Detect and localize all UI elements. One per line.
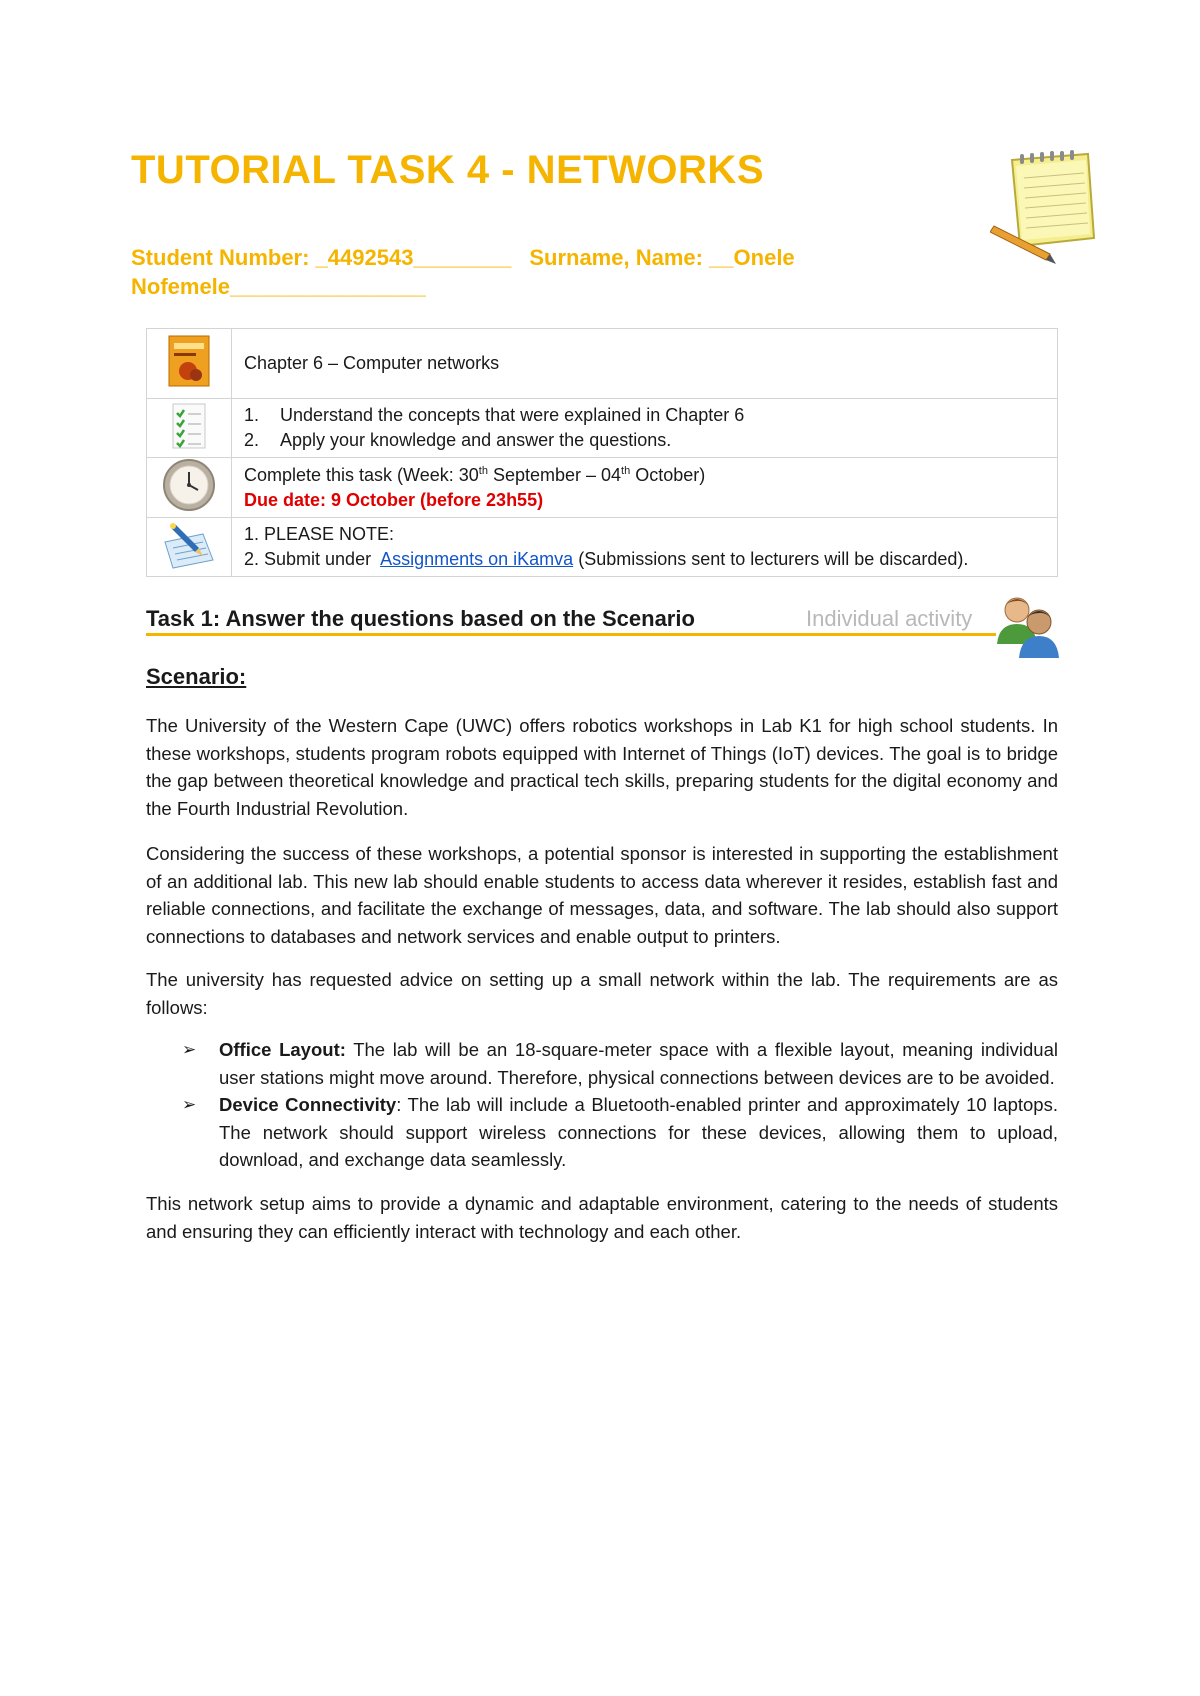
scenario-paragraph-3: The university has requested advice on setting up a small network within the lab. The requirements are as follows: xyxy=(146,969,1058,1018)
requirements-list xyxy=(146,1036,1058,1174)
document-title: TUTORIAL TASK 4 - NETWORKS xyxy=(131,148,764,192)
arrow-bullet-icon: ➢ xyxy=(182,1040,197,1059)
arrow-bullet-icon: ➢ xyxy=(182,1095,197,1114)
submission-note xyxy=(232,518,1058,577)
icon-cell xyxy=(147,399,232,458)
clock-icon xyxy=(162,458,216,512)
task-heading: Task 1: Answer the questions based on the Scenario xyxy=(146,606,695,631)
task-info-table xyxy=(146,328,1058,577)
student-number-label: Student Number: _4492543________ xyxy=(131,245,512,270)
schedule-text xyxy=(232,458,1058,518)
activity-label: Individual activity xyxy=(806,606,973,631)
student-details xyxy=(131,243,911,301)
chapter-text: Chapter 6 – Computer networks xyxy=(232,329,1058,399)
scenario-paragraph-closing: This network setup aims to provide a dynamic and adaptable environment, catering to the needs of students and ensuring they can efficiently interact with technology and each other. xyxy=(146,1193,1058,1242)
notepad-icon xyxy=(990,150,1102,268)
please-note: 1. PLEASE NOTE: xyxy=(244,524,395,544)
surname-name-label: Surname, Name: __Onele Nofemele________________ xyxy=(131,245,795,299)
ikamva-assignments-link[interactable]: Assignments on iKamva xyxy=(380,549,574,569)
list-item: 2. Apply your knowledge and answer the questions. xyxy=(244,430,672,450)
submit-line: 2. Submit under Assignments on iKamva (Submissions sent to lecturers will be discarded). xyxy=(244,549,969,569)
list-item: ➢ Office Layout: The lab will be an 18-square-meter space with a flexible layout, meaning individual user stations might move around. Therefore, physical connections between devices are to be avoided. xyxy=(146,1036,1058,1091)
table-row xyxy=(147,329,1058,399)
due-date: Due date: 9 October (before 23h55) xyxy=(244,489,544,510)
icon-cell xyxy=(147,329,232,399)
checklist-icon xyxy=(171,402,207,450)
book-cover-icon xyxy=(168,335,210,387)
table-row xyxy=(147,399,1058,458)
objectives-list xyxy=(232,399,1058,458)
week-text: Complete this task (Week: 30th September – 04th October) xyxy=(244,464,706,485)
table-row xyxy=(147,518,1058,577)
list-item: ➢ Device Connectivity: The lab will include a Bluetooth-enabled printer and approximately 10 laptops. The network should support wireless connections for these devices, allowing them to upload, download, and exchange data seamlessly. xyxy=(146,1091,1058,1174)
table-row xyxy=(147,458,1058,518)
list-item: 1. Understand the concepts that were explained in Chapter 6 xyxy=(244,405,745,425)
scenario-paragraph-2: Considering the success of these workshops, a potential sponsor is interested in supporting the establishment of an additional lab. This new lab should enable students to access data wherever it resides, establish fast and reliable connections, and facilitate the exchange of messages, data, and software. The lab should also support connections to databases and network services and enable output to printers. xyxy=(146,843,1058,947)
icon-cell xyxy=(147,518,232,577)
icon-cell xyxy=(147,458,232,518)
heading-divider xyxy=(146,633,996,636)
scenario-heading: Scenario: xyxy=(146,664,247,689)
pen-note-icon xyxy=(161,520,217,570)
people-icon xyxy=(995,592,1061,662)
scenario-paragraph-1: The University of the Western Cape (UWC) offers robotics workshops in Lab K1 for high school students. In these workshops, students program robots equipped with Internet of Things (IoT) devices. The goal is to bridge the gap between theoretical knowledge and practical tech skills, preparing students for the digital economy and the Fourth Industrial Revolution. xyxy=(146,715,1058,819)
